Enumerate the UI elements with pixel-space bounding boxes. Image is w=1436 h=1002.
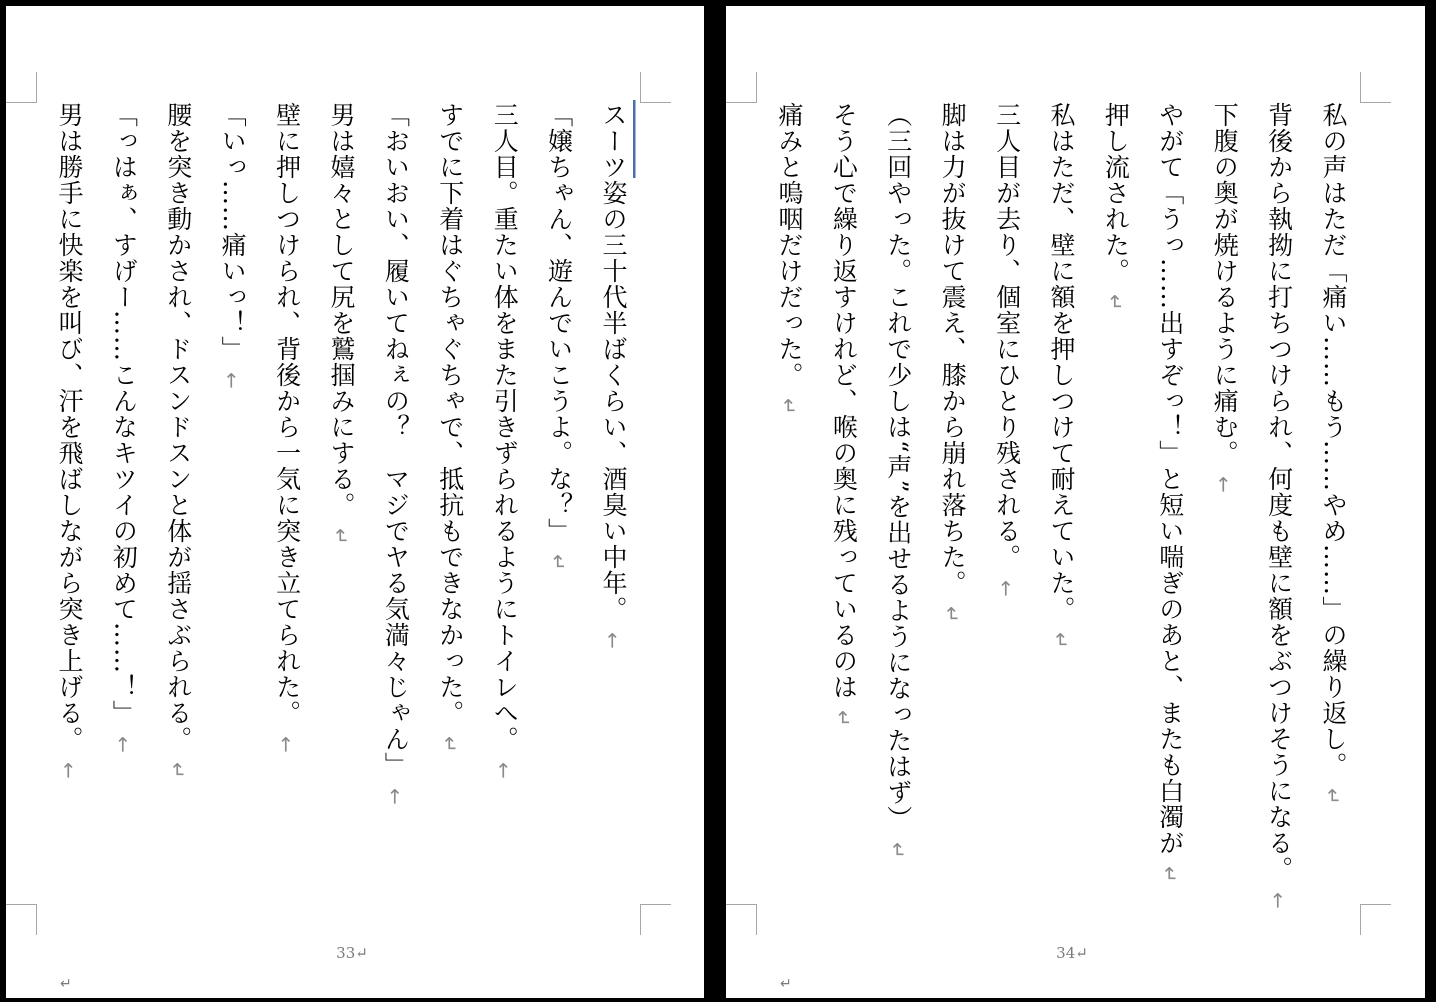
paragraph: すでに下着はぐちゃぐちゃで、抵抗もできなかった。↵ bbox=[435, 102, 465, 754]
end-paragraph-mark-icon: ↵ bbox=[60, 976, 72, 992]
paragraph: （三回やった。これで少しは“声”を出せるようになったはず）↵ bbox=[883, 102, 913, 860]
paragraph-mark-icon: ← bbox=[492, 762, 517, 780]
paragraph-mark-icon: ↵ bbox=[165, 762, 190, 780]
paragraph-mark-icon: ← bbox=[1266, 892, 1291, 910]
vertical-text-body[interactable] bbox=[54, 102, 640, 922]
paragraph: 「嬢ちゃん、遊んでいこうよ。な？」↵ bbox=[544, 102, 574, 572]
paragraph-mark-icon: ↵ bbox=[776, 398, 801, 416]
vertical-text-body[interactable] bbox=[774, 102, 1360, 922]
paragraph: 脚は力が抜けて震え、膝から崩れ落ちた。↵ bbox=[938, 102, 968, 624]
paragraph: 三人目。重たい体をまた引きずられるようにトイレへ。← bbox=[490, 102, 520, 780]
paragraph-mark-icon: ← bbox=[220, 372, 245, 390]
paragraph-mark-icon: ↵ bbox=[355, 944, 368, 962]
paragraph-mark-icon: ↵ bbox=[940, 606, 965, 624]
paragraph-mark-icon: ↵ bbox=[546, 554, 571, 572]
paragraph: 押し流された。↵ bbox=[1101, 102, 1131, 312]
paragraph: 腰を突き動かされ、ドスンドスンと体が揺さぶられる。↵ bbox=[163, 102, 193, 780]
paragraph: 壁に押しつけられ、背後から一気に突き立てられた。← bbox=[272, 102, 302, 754]
page-33[interactable] bbox=[6, 6, 704, 998]
page-number: 34↵ bbox=[1056, 944, 1088, 962]
paragraph: 私の声はただ「痛い……もう……やめ……」の繰り返し。↵ bbox=[1319, 102, 1348, 806]
paragraph-mark-icon: ← bbox=[56, 762, 81, 780]
paragraph-mark-icon: ← bbox=[111, 736, 136, 754]
paragraph-mark-icon: ↵ bbox=[1048, 632, 1073, 650]
paragraph: 男は嬉々として尻を鷲掴みにする。↵ bbox=[326, 102, 356, 546]
page-number: 33↵ bbox=[336, 944, 368, 962]
paragraph-mark-icon: ↵ bbox=[1075, 944, 1088, 962]
margin-corner-bottom-right bbox=[1360, 904, 1391, 935]
paragraph: 三人目が去り、個室にひとり残される。← bbox=[992, 102, 1022, 598]
paragraph: そう心で繰り返すけれど、喉の奥に残っているのは↵ bbox=[829, 102, 859, 728]
margin-corner-bottom-left bbox=[6, 904, 37, 935]
paragraph: 私はただ、壁に額を押しつけて耐えていた。↵ bbox=[1046, 102, 1076, 650]
paragraph-mark-icon: ← bbox=[383, 788, 408, 806]
paragraph: 痛みと嗚咽だけだった。↵ bbox=[774, 102, 804, 416]
paragraph: やがて「うっ……出すぞっ！」と短い喘ぎのあと、またも白濁が↵ bbox=[1155, 102, 1185, 884]
margin-corner-top-right bbox=[1360, 72, 1391, 103]
paragraph: 「おいおい、履いてねぇの？ マジでヤる気満々じゃん」← bbox=[381, 102, 411, 806]
paragraph-mark-icon: ↵ bbox=[885, 841, 910, 860]
page-34[interactable] bbox=[726, 6, 1425, 998]
paragraph: 「っはぁ、すげー……こんなキツイの初めて……！」← bbox=[109, 102, 139, 754]
margin-corner-top-left bbox=[6, 72, 37, 103]
margin-corner-top-right bbox=[640, 72, 671, 103]
paragraph-mark-icon: ↵ bbox=[1321, 788, 1345, 806]
paragraph-mark-icon: ← bbox=[1212, 476, 1237, 494]
margin-corner-bottom-left bbox=[726, 904, 757, 935]
paragraph-mark-icon: ← bbox=[994, 580, 1019, 598]
paragraph-mark-icon: ↵ bbox=[328, 528, 353, 546]
paragraph-mark-icon: ↵ bbox=[1157, 866, 1182, 884]
margin-corner-bottom-right bbox=[640, 904, 671, 935]
paragraph-mark-icon: ↵ bbox=[1103, 294, 1128, 312]
paragraph: 背後から執拗に打ちつけられ、何度も壁に額をぶつけそうになる。← bbox=[1264, 102, 1294, 910]
paragraph-mark-icon: ← bbox=[274, 736, 299, 754]
end-paragraph-mark-icon: ↵ bbox=[780, 976, 792, 992]
paragraph-mark-icon: ← bbox=[601, 632, 625, 650]
paragraph: 下腹の奥が焼けるように痛む。← bbox=[1210, 102, 1240, 494]
paragraph: 男は勝手に快楽を叫び、汗を飛ばしながら突き上げる。← bbox=[54, 102, 84, 780]
margin-corner-top-left bbox=[726, 72, 757, 103]
paragraph: 「いっ……痛いっ！」← bbox=[218, 102, 248, 390]
paragraph: スーツ姿の三十代半ばくらい、酒臭い中年。← bbox=[599, 102, 628, 650]
paragraph-mark-icon: ↵ bbox=[831, 710, 856, 728]
paragraph-mark-icon: ↵ bbox=[437, 736, 462, 754]
